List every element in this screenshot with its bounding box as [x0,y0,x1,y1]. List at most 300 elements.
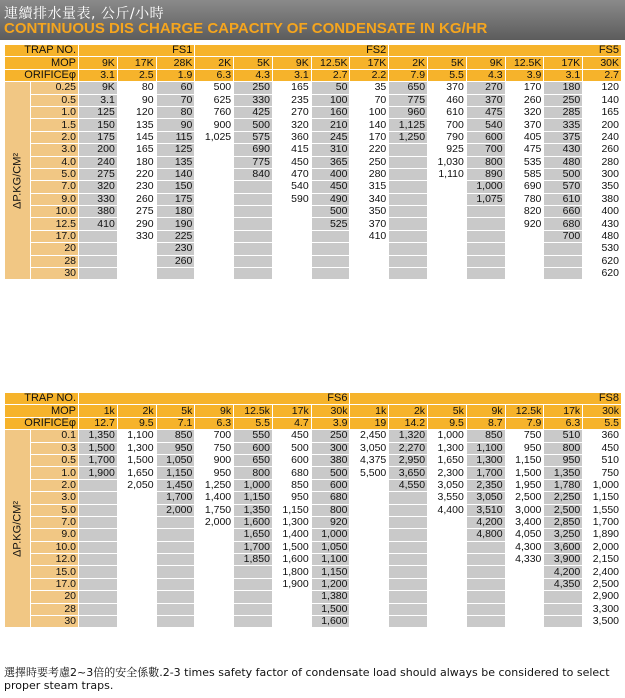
pressure-cell: 0.5 [31,94,79,106]
capacity-cell [428,218,467,230]
capacity-cell: 200 [79,144,118,156]
capacity-cell: 3,600 [544,541,583,553]
capacity-cell: 600 [466,131,505,143]
capacity-cell: 620 [583,268,622,280]
table-row [5,230,622,242]
orifice-label: ORIFICEφ [5,69,79,81]
capacity-cell [195,603,234,615]
capacity-cell: 375 [544,131,583,143]
capacity-cell [505,566,544,578]
capacity-cell [350,616,389,628]
header-row-orifice [5,417,622,429]
capacity-cell [350,554,389,566]
capacity-cell [195,181,234,193]
capacity-cell: 2,050 [117,479,156,491]
capacity-cell [117,603,156,615]
orifice-header-cell: 3.1 [544,69,583,81]
capacity-cell [117,492,156,504]
pressure-cell: 1.5 [31,119,79,131]
capacity-cell [156,516,195,528]
capacity-cell: 585 [505,168,544,180]
capacity-cell [156,591,195,603]
capacity-cell: 600 [234,442,273,454]
capacity-cell: 1,650 [428,454,467,466]
capacity-cell: 230 [117,181,156,193]
capacity-cell [428,578,467,590]
capacity-cell: 1,110 [428,168,467,180]
capacity-cell: 140 [156,168,195,180]
orifice-header-cell: 19 [350,417,389,429]
orifice-header-cell: 9.5 [117,417,156,429]
capacity-cell: 480 [583,230,622,242]
capacity-cell: 35 [350,82,389,94]
capacity-cell [156,529,195,541]
capacity-cell: 4,400 [428,504,467,516]
capacity-cell [195,243,234,255]
pressure-cell: 12.5 [31,218,79,230]
capacity-cell [195,616,234,628]
table-row [5,94,622,106]
header-row-mop [5,405,622,417]
capacity-cell [79,578,118,590]
capacity-cell [79,566,118,578]
capacity-cell [350,516,389,528]
capacity-cell: 370 [466,94,505,106]
capacity-cell [428,181,467,193]
capacity-cell: 950 [156,442,195,454]
capacity-cell [505,255,544,267]
capacity-cell [428,193,467,205]
capacity-cell: 165 [272,82,311,94]
capacity-cell: 340 [350,193,389,205]
capacity-cell [311,230,350,242]
capacity-cell [428,541,467,553]
capacity-cell: 165 [583,106,622,118]
mop-header-cell: 2K [389,57,428,69]
capacity-cell [272,230,311,242]
capacity-cell: 3,550 [428,492,467,504]
mop-header-cell: 9k [466,405,505,417]
capacity-cell [466,255,505,267]
pressure-cell: 10.0 [31,541,79,553]
capacity-cell: 510 [583,454,622,466]
mop-header-cell: 5k [428,405,467,417]
capacity-cell: 1,300 [466,454,505,466]
header-row-orifice [5,69,622,81]
capacity-cell: 370 [505,119,544,131]
capacity-cell [350,578,389,590]
capacity-cell: 60 [156,82,195,94]
capacity-cell: 1,100 [117,430,156,442]
capacity-cell [195,168,234,180]
capacity-cell [505,578,544,590]
capacity-cell [505,616,544,628]
capacity-cell: 1,890 [583,529,622,541]
pressure-cell: 10.0 [31,206,79,218]
capacity-cell: 250 [234,82,273,94]
capacity-cell: 960 [389,106,428,118]
orifice-header-cell: 7.1 [156,417,195,429]
capacity-cell [428,529,467,541]
capacity-cell: 3,050 [350,442,389,454]
capacity-cell [505,230,544,242]
capacity-cell [117,516,156,528]
capacity-cell: 2,500 [583,578,622,590]
capacity-cell [234,181,273,193]
table-row [5,168,622,180]
capacity-cell: 285 [544,106,583,118]
table-row [5,454,622,466]
capacity-cell: 320 [505,106,544,118]
pressure-cell: 3.0 [31,492,79,504]
capacity-cell [466,566,505,578]
capacity-cell: 1,320 [389,430,428,442]
table-row [5,516,622,528]
pressure-cell: 0.3 [31,442,79,454]
title-banner [0,0,625,40]
pressure-cell: 30 [31,616,79,628]
capacity-cell [389,591,428,603]
orifice-header-cell: 3.9 [311,417,350,429]
capacity-cell [389,255,428,267]
capacity-cell [389,181,428,193]
table-row [5,603,622,615]
capacity-cell: 690 [505,181,544,193]
capacity-cell [156,616,195,628]
pressure-axis-label [5,430,31,628]
capacity-cell: 800 [544,442,583,454]
capacity-cell: 180 [117,156,156,168]
capacity-cell: 1,700 [466,467,505,479]
capacity-cell [389,206,428,218]
capacity-cell [79,603,118,615]
capacity-cell [156,566,195,578]
capacity-cell [117,578,156,590]
capacity-cell [272,603,311,615]
table-row [5,492,622,504]
model-group-header: FS8 [350,393,622,405]
capacity-cell [156,554,195,566]
capacity-cell: 450 [272,156,311,168]
capacity-cell: 1,150 [272,504,311,516]
mop-header-cell: 30k [311,405,350,417]
capacity-cell: 1,700 [583,516,622,528]
mop-header-cell: 5K [234,57,273,69]
capacity-cell [428,243,467,255]
capacity-cell: 100 [350,106,389,118]
pressure-cell: 7.0 [31,181,79,193]
capacity-cell: 240 [583,131,622,143]
orifice-header-cell: 6.3 [544,417,583,429]
capacity-cell: 500 [234,119,273,131]
pressure-cell: 1.0 [31,106,79,118]
capacity-cell [428,566,467,578]
pressure-cell: 0.1 [31,430,79,442]
capacity-cell [428,554,467,566]
orifice-header-cell: 6.3 [195,417,234,429]
table-row [5,218,622,230]
capacity-cell: 330 [234,94,273,106]
capacity-cell: 4,800 [466,529,505,541]
capacity-cell [428,255,467,267]
capacity-cell: 1,380 [311,591,350,603]
capacity-cell: 270 [272,106,311,118]
capacity-cell: 1,600 [311,616,350,628]
capacity-cell: 430 [544,144,583,156]
capacity-cell: 1,700 [156,492,195,504]
capacity-cell: 1,300 [272,516,311,528]
capacity-cell: 170 [505,82,544,94]
capacity-cell [195,578,234,590]
capacity-cell: 2,500 [505,492,544,504]
mop-header-cell: 5k [156,405,195,417]
capacity-cell: 1,050 [156,454,195,466]
orifice-header-cell: 3.1 [79,69,118,81]
capacity-cell [350,591,389,603]
capacity-cell: 160 [311,106,350,118]
capacity-cell: 425 [234,106,273,118]
capacity-cell: 250 [544,94,583,106]
capacity-cell: 3,900 [544,554,583,566]
table-row [5,467,622,479]
pressure-cell: 20 [31,243,79,255]
table-row [5,554,622,566]
capacity-cell [389,504,428,516]
orifice-header-cell: 2.2 [350,69,389,81]
orifice-label: ORIFICEφ [5,417,79,429]
capacity-cell [544,616,583,628]
capacity-cell [311,243,350,255]
table-row [5,442,622,454]
capacity-cell: 550 [234,430,273,442]
capacity-cell: 950 [195,467,234,479]
capacity-cell: 360 [583,430,622,442]
pressure-axis-text: ΔP.KG/CM² [11,152,23,209]
table-row [5,578,622,590]
capacity-cell: 180 [156,206,195,218]
capacity-cell: 1,150 [156,467,195,479]
capacity-cell: 1,025 [195,131,234,143]
capacity-cell: 280 [350,168,389,180]
capacity-cell: 1,000 [234,479,273,491]
trap-no-label: TRAP NO. [5,393,79,405]
capacity-cell: 590 [272,193,311,205]
capacity-cell [389,578,428,590]
mop-label: MOP [5,57,79,69]
capacity-cell: 1,500 [272,541,311,553]
capacity-cell [389,603,428,615]
capacity-cell: 620 [583,255,622,267]
capacity-cell: 475 [466,106,505,118]
table-row [5,131,622,143]
capacity-cell: 2,000 [195,516,234,528]
capacity-cell: 3,050 [428,479,467,491]
capacity-cell [350,603,389,615]
capacity-cell [234,591,273,603]
capacity-cell: 2,350 [466,479,505,491]
capacity-cell [79,230,118,242]
capacity-cell: 90 [156,119,195,131]
capacity-cell: 500 [195,82,234,94]
capacity-cell: 3,050 [466,492,505,504]
capacity-cell: 1,650 [117,467,156,479]
pressure-cell: 4.0 [31,156,79,168]
capacity-cell: 300 [583,168,622,180]
mop-header-cell: 2K [195,57,234,69]
capacity-cell: 540 [272,181,311,193]
capacity-cell: 350 [350,206,389,218]
table-row [5,255,622,267]
capacity-cell: 1,150 [505,454,544,466]
pressure-cell: 5.0 [31,504,79,516]
capacity-cell: 165 [117,144,156,156]
capacity-cell: 2,000 [156,504,195,516]
pressure-axis-text: ΔP.KG/CM² [11,500,23,557]
capacity-cell: 370 [350,218,389,230]
capacity-cell: 2,900 [583,591,622,603]
capacity-cell: 1,500 [311,603,350,615]
capacity-cell: 4,330 [505,554,544,566]
mop-header-cell: 12.5K [311,57,350,69]
mop-header-cell: 9k [195,405,234,417]
capacity-cell: 250 [350,156,389,168]
capacity-cell: 315 [350,181,389,193]
capacity-cell: 1,250 [195,479,234,491]
capacity-cell [466,230,505,242]
capacity-cell: 3,500 [583,616,622,628]
mop-header-cell: 5K [428,57,467,69]
orifice-header-cell: 4.3 [234,69,273,81]
capacity-cell: 700 [544,230,583,242]
capacity-cell [79,554,118,566]
capacity-cell: 70 [156,94,195,106]
capacity-cell: 320 [272,119,311,131]
capacity-cell: 245 [311,131,350,143]
capacity-cell [466,218,505,230]
model-group-header: FS1 [79,45,195,57]
capacity-cell: 700 [428,119,467,131]
model-group-header: FS6 [79,393,350,405]
capacity-cell: 3.1 [79,94,118,106]
header-row-trap [5,393,622,405]
capacity-cell: 180 [544,82,583,94]
capacity-cell: 1,300 [428,442,467,454]
capacity-cell [389,529,428,541]
capacity-cell: 175 [79,131,118,143]
capacity-cell [544,243,583,255]
capacity-cell: 1,900 [272,578,311,590]
capacity-cell: 2,950 [389,454,428,466]
pressure-cell: 3.0 [31,144,79,156]
capacity-cell: 120 [583,82,622,94]
table-row [5,206,622,218]
model-group-header: FS2 [195,45,389,57]
capacity-cell [272,206,311,218]
capacity-cell [350,243,389,255]
capacity-cell: 625 [195,94,234,106]
pressure-cell: 20 [31,591,79,603]
capacity-cell: 500 [544,168,583,180]
capacity-cell: 275 [79,168,118,180]
capacity-cell: 80 [117,82,156,94]
capacity-cell [117,541,156,553]
capacity-cell: 1,800 [272,566,311,578]
capacity-cell [272,243,311,255]
capacity-cell: 1,000 [466,181,505,193]
capacity-cell: 220 [350,144,389,156]
orifice-header-cell: 5.5 [583,417,622,429]
capacity-cell [311,255,350,267]
pressure-cell: 2.0 [31,479,79,491]
capacity-cell: 430 [583,218,622,230]
capacity-cell: 275 [117,206,156,218]
capacity-cell: 4,050 [505,529,544,541]
mop-header-cell: 17k [544,405,583,417]
capacity-cell: 365 [311,156,350,168]
capacity-cell: 1,100 [311,554,350,566]
capacity-cell [350,541,389,553]
orifice-header-cell: 2.5 [117,69,156,81]
capacity-cell: 1,030 [428,156,467,168]
table-row [5,430,622,442]
capacity-cell [389,492,428,504]
pressure-cell: 2.0 [31,131,79,143]
capacity-cell [466,243,505,255]
capacity-cell: 750 [505,430,544,442]
orifice-header-cell: 3.9 [505,69,544,81]
capacity-cell [234,255,273,267]
capacity-cell: 175 [156,193,195,205]
capacity-cell: 290 [117,218,156,230]
capacity-cell: 380 [79,206,118,218]
capacity-cell: 270 [466,82,505,94]
capacity-cell [195,268,234,280]
capacity-cell [466,554,505,566]
capacity-cell: 220 [117,168,156,180]
capacity-cell [389,541,428,553]
capacity-cell: 1,700 [79,454,118,466]
capacity-cell: 750 [195,442,234,454]
capacity-cell [389,230,428,242]
capacity-cell: 525 [311,218,350,230]
capacity-cell: 600 [272,454,311,466]
capacity-cell [389,268,428,280]
capacity-cell [350,504,389,516]
capacity-cell: 700 [195,430,234,442]
capacity-cell [234,578,273,590]
capacity-cell: 1,700 [234,541,273,553]
capacity-cell [389,616,428,628]
capacity-cell: 500 [311,467,350,479]
capacity-cell [79,492,118,504]
capacity-cell [350,529,389,541]
pressure-cell: 0.25 [31,82,79,94]
capacity-cell [156,578,195,590]
orifice-header-cell: 4.3 [466,69,505,81]
title-english: CONTINUOUS DIS CHARGE CAPACITY OF CONDENSATE IN KG/HR [4,20,488,37]
capacity-cell: 330 [79,193,118,205]
table-row [5,243,622,255]
capacity-cell [234,230,273,242]
capacity-cell [544,255,583,267]
capacity-cell [79,504,118,516]
capacity-cell: 2,500 [544,504,583,516]
capacity-cell: 170 [350,131,389,143]
capacity-cell: 115 [156,131,195,143]
capacity-cell: 800 [466,156,505,168]
capacity-cell [466,591,505,603]
capacity-cell: 1,450 [156,479,195,491]
